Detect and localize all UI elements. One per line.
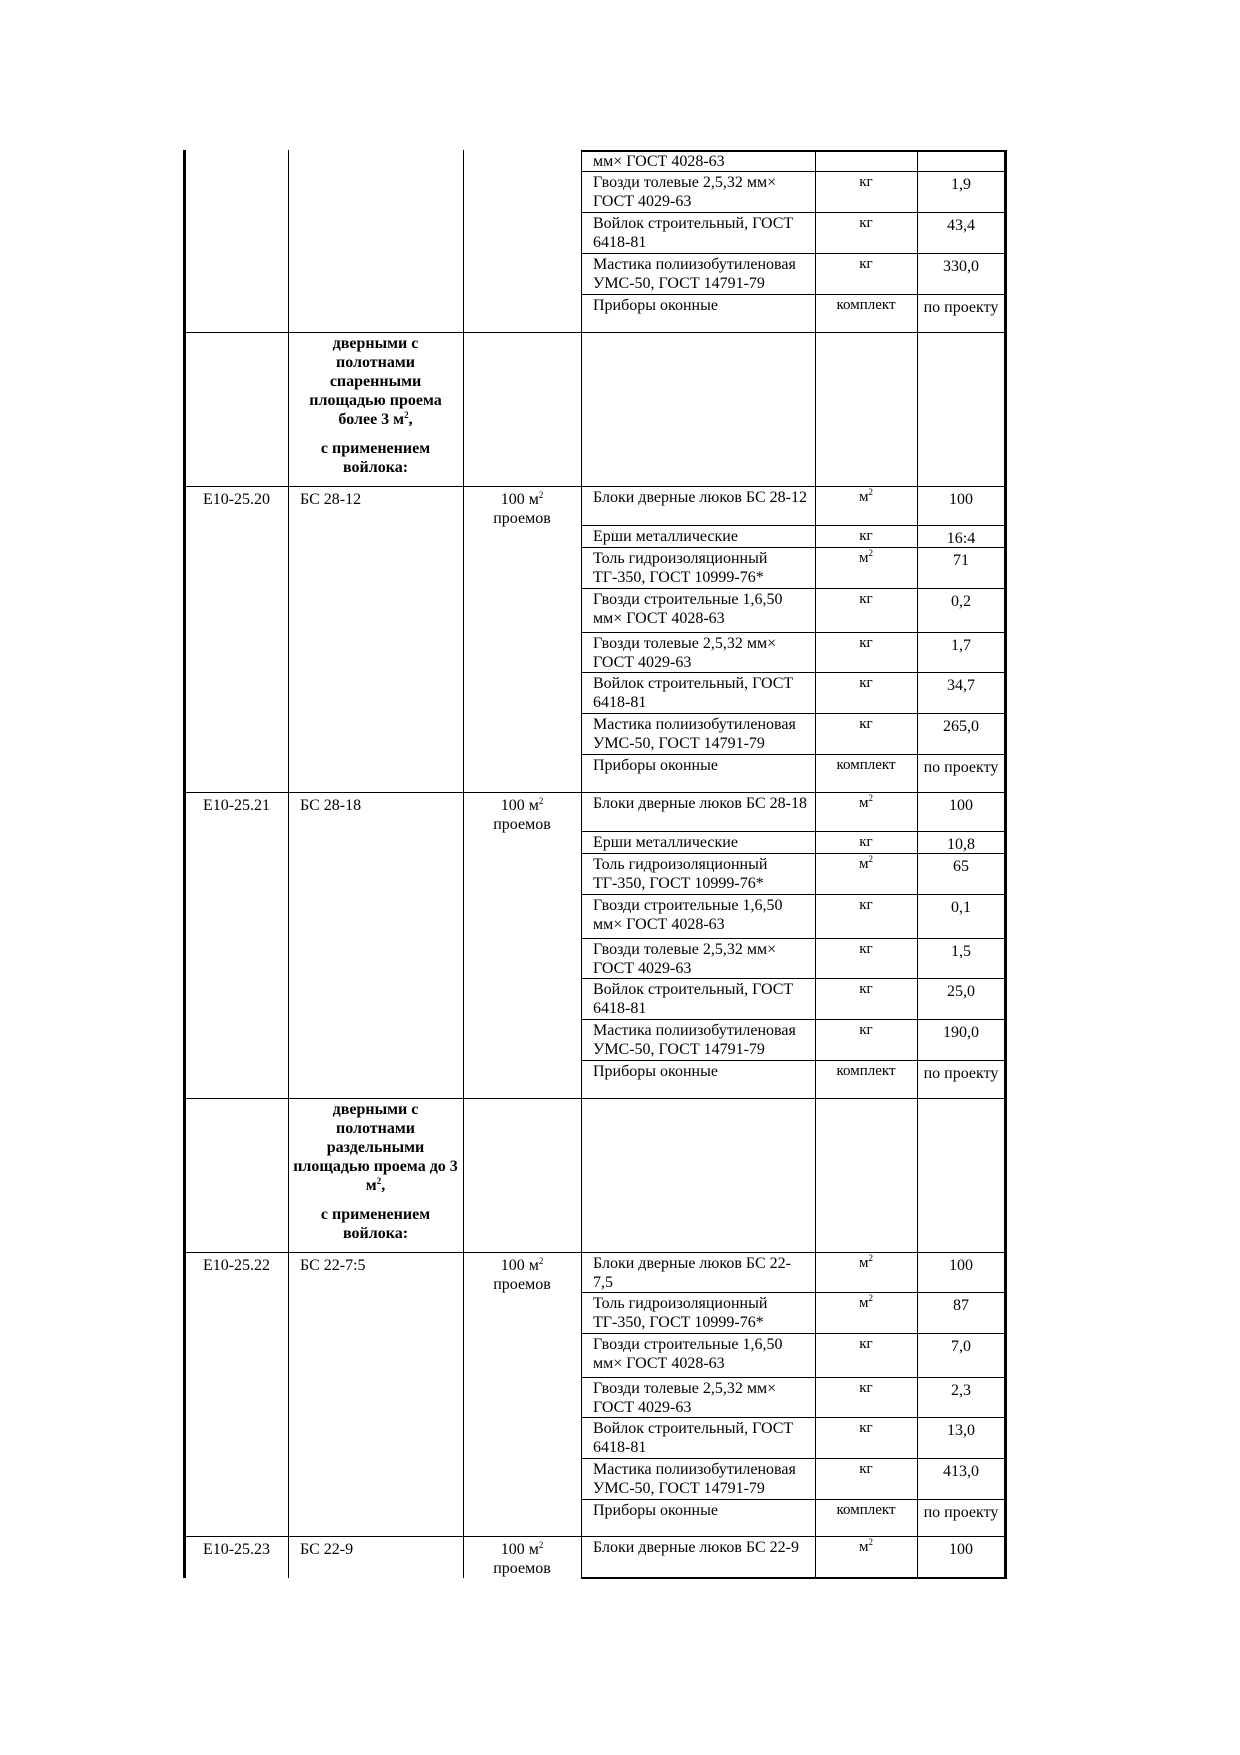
item-divider xyxy=(581,1458,1005,1459)
material-unit-text: кг xyxy=(859,256,873,272)
superscript: 2 xyxy=(404,410,409,420)
material-unit xyxy=(815,1379,917,1419)
material-name-text: Гвозди строительные 1,6,50 мм× ГОСТ 4028-63 xyxy=(593,591,783,627)
material-name xyxy=(581,855,815,896)
norm-code-text: Е10-25.22 xyxy=(202,1257,271,1274)
material-qty-text: 100 xyxy=(949,491,973,508)
material-unit-text: комплект xyxy=(836,297,896,313)
material-qty xyxy=(917,1462,1005,1503)
column-divider xyxy=(463,150,464,1578)
measure-unit xyxy=(463,1256,581,1296)
material-name xyxy=(581,940,815,980)
material-unit xyxy=(815,527,917,549)
item-divider xyxy=(581,547,1005,548)
material-qty xyxy=(917,676,1005,717)
section-divider xyxy=(185,332,1005,333)
material-name xyxy=(581,794,815,833)
material-unit xyxy=(815,1062,917,1100)
material-name xyxy=(581,756,815,794)
material-name-text: Ерши металлические xyxy=(593,528,738,545)
material-qty xyxy=(917,1381,1005,1421)
material-name-text: Толь гидроизоляционный ТГ-350, ГОСТ 10999-76* xyxy=(593,1295,768,1331)
norm-code xyxy=(185,1540,288,1560)
material-name xyxy=(581,1335,815,1379)
material-qty xyxy=(917,1421,1005,1462)
cell-text: , xyxy=(381,1177,386,1194)
item-divider xyxy=(581,1019,1005,1020)
section-heading-text: дверными с полотнами раздельными площадью проема до 3 м xyxy=(293,1101,458,1194)
norm-code-text: Е10-25.20 xyxy=(202,491,271,508)
material-qty-text: 87 xyxy=(953,1297,969,1314)
item-divider xyxy=(581,1060,1005,1061)
material-name xyxy=(581,549,815,590)
section-heading-text: дверными с полотнами спаренными площадью проема более 3 м xyxy=(309,335,442,428)
material-unit xyxy=(815,855,917,896)
material-qty xyxy=(917,1256,1005,1296)
row-divider xyxy=(185,486,1005,487)
material-unit-text: комплект xyxy=(836,1063,896,1079)
material-qty xyxy=(917,298,1005,336)
material-qty xyxy=(917,796,1005,835)
material-name-text: Гвозди толевые 2,5,32 мм× ГОСТ 4029-63 xyxy=(593,941,777,977)
material-name xyxy=(581,1501,815,1538)
material-name-text: Гвозди толевые 2,5,32 мм× ГОСТ 4029-63 xyxy=(593,1380,777,1416)
material-qty-text: 1,9 xyxy=(951,176,971,193)
material-name-text: Мастика полиизобутиленовая УМС-50, ГОСТ 14791-79 xyxy=(593,1022,796,1058)
measure-unit-text2: проемов xyxy=(493,1276,551,1293)
material-name xyxy=(581,1294,815,1335)
material-unit xyxy=(815,296,917,334)
material-name-text: Войлок строительный, ГОСТ 6418-81 xyxy=(593,675,794,711)
material-name-text: Блоки дверные люков БС 28-12 xyxy=(593,489,807,506)
material-unit xyxy=(815,590,917,634)
item-divider xyxy=(581,1377,1005,1378)
material-unit xyxy=(815,756,917,794)
material-qty xyxy=(917,1064,1005,1102)
material-unit xyxy=(815,715,917,756)
material-qty-text: 13,0 xyxy=(947,1422,975,1439)
material-unit-text: кг xyxy=(859,591,873,607)
material-unit-text: комплект xyxy=(836,757,896,773)
item-divider xyxy=(581,894,1005,895)
material-name xyxy=(581,173,815,214)
material-qty xyxy=(917,857,1005,898)
item-divider xyxy=(581,713,1005,714)
material-qty xyxy=(917,1023,1005,1064)
row-divider xyxy=(185,1252,1005,1253)
material-name xyxy=(581,1379,815,1419)
material-name-text: Войлок строительный, ГОСТ 6418-81 xyxy=(593,981,794,1017)
material-unit-text: м xyxy=(859,1295,869,1311)
row-divider xyxy=(185,792,1005,793)
material-qty xyxy=(917,257,1005,298)
material-unit-text: м xyxy=(859,795,869,811)
material-name xyxy=(581,1254,815,1294)
material-name-text: Толь гидроизоляционный ТГ-350, ГОСТ 10999-76* xyxy=(593,550,768,586)
material-unit-text: м xyxy=(859,1539,869,1555)
material-qty-text: 10,8 xyxy=(947,836,975,853)
material-qty xyxy=(917,1296,1005,1337)
material-name-text: Приборы оконные xyxy=(593,1502,718,1519)
material-unit-text: кг xyxy=(859,897,873,913)
material-unit-text: кг xyxy=(859,528,873,544)
superscript: 2 xyxy=(376,1176,382,1186)
material-name-text: Мастика полиизобутиленовая УМС-50, ГОСТ 14791-79 xyxy=(593,716,796,752)
item-divider xyxy=(581,253,1005,254)
material-unit-text: кг xyxy=(859,1022,873,1038)
material-unit-text: кг xyxy=(859,834,873,850)
material-qty-text: 7,0 xyxy=(951,1338,971,1355)
material-name xyxy=(581,674,815,715)
superscript: 2 xyxy=(538,490,544,500)
table-left-border xyxy=(183,150,186,1578)
material-qty xyxy=(917,1503,1005,1540)
material-qty-text: по проекту xyxy=(923,299,999,316)
item-divider xyxy=(581,212,1005,213)
measure-unit-text: 100 м xyxy=(500,1541,539,1558)
superscript: 2 xyxy=(868,487,873,497)
superscript: 2 xyxy=(538,1540,544,1550)
superscript: 2 xyxy=(868,548,873,558)
material-unit-text: кг xyxy=(859,1461,873,1477)
material-unit-text: м xyxy=(859,1255,869,1271)
material-unit xyxy=(815,255,917,296)
material-qty-text: 100 xyxy=(949,1257,973,1274)
material-name xyxy=(581,527,815,549)
material-qty-text: 1,7 xyxy=(951,637,971,654)
material-name-text: Блоки дверные люков БС 22-9 xyxy=(593,1539,799,1556)
material-unit xyxy=(815,980,917,1021)
material-qty-text: по проекту xyxy=(923,1504,999,1521)
material-name xyxy=(581,634,815,674)
material-unit-text: кг xyxy=(859,981,873,997)
material-qty-text: по проекту xyxy=(923,759,999,776)
material-qty-text: 65 xyxy=(953,858,969,875)
row-divider xyxy=(185,1536,1005,1537)
material-name-text: мм× ГОСТ 4028-63 xyxy=(593,153,725,170)
item-divider xyxy=(581,1333,1005,1334)
superscript: 2 xyxy=(868,1293,873,1303)
material-name xyxy=(581,1021,815,1062)
measure-unit-text2: проемов xyxy=(493,510,551,527)
block-name-text: БС 22-9 xyxy=(300,1541,354,1558)
material-name-text: Мастика полиизобутиленовая УМС-50, ГОСТ 14791-79 xyxy=(593,1461,796,1497)
material-qty xyxy=(917,717,1005,758)
item-divider xyxy=(581,150,1005,151)
measure-unit-text2: проемов xyxy=(493,1560,551,1577)
block-name-text: БС 28-12 xyxy=(300,491,362,508)
material-unit xyxy=(815,794,917,833)
material-name-text: Блоки дверные люков БС 28-18 xyxy=(593,795,807,812)
material-qty xyxy=(917,636,1005,676)
item-divider xyxy=(581,171,1005,172)
material-qty-text: 25,0 xyxy=(947,983,975,1000)
material-unit-text: кг xyxy=(859,1380,873,1396)
material-unit xyxy=(815,1294,917,1335)
item-divider xyxy=(581,672,1005,673)
item-divider xyxy=(581,754,1005,755)
measure-unit xyxy=(463,1540,581,1580)
measure-unit-text: 100 м xyxy=(500,491,539,508)
norm-code xyxy=(185,490,288,510)
material-qty-text: 413,0 xyxy=(943,1463,979,1480)
block-name-text: БС 22-7:5 xyxy=(300,1257,366,1274)
section-heading-subtext: с применением войлока: xyxy=(320,1206,431,1242)
section-heading-sub xyxy=(292,1205,459,1245)
section-heading-subtext: с применением войлока: xyxy=(320,440,431,476)
superscript: 2 xyxy=(538,1256,544,1266)
item-divider xyxy=(581,588,1005,589)
material-unit xyxy=(815,896,917,940)
column-divider xyxy=(288,150,289,1578)
block-name xyxy=(288,1540,463,1560)
material-unit xyxy=(815,1419,917,1460)
material-qty-text: 265,0 xyxy=(943,718,979,735)
measure-unit xyxy=(463,796,581,836)
item-divider xyxy=(581,1499,1005,1500)
material-unit-text: кг xyxy=(859,716,873,732)
material-name xyxy=(581,590,815,634)
material-name xyxy=(581,152,815,173)
material-name xyxy=(581,1538,815,1576)
block-name xyxy=(288,796,463,816)
material-unit-text: кг xyxy=(859,1336,873,1352)
material-unit xyxy=(815,549,917,590)
material-qty-text: 330,0 xyxy=(943,258,979,275)
material-qty-text: 190,0 xyxy=(943,1024,979,1041)
block-name xyxy=(288,490,463,510)
material-unit-text: кг xyxy=(859,215,873,231)
material-unit-text: м xyxy=(859,550,869,566)
item-divider xyxy=(581,1417,1005,1418)
material-unit xyxy=(815,1538,917,1576)
material-qty xyxy=(917,490,1005,529)
material-name xyxy=(581,255,815,296)
material-unit xyxy=(815,488,917,527)
material-unit xyxy=(815,214,917,255)
material-qty-text: 43,4 xyxy=(947,217,975,234)
material-qty-text: 1,5 xyxy=(951,943,971,960)
norm-code-text: Е10-25.21 xyxy=(202,797,271,814)
measure-unit xyxy=(463,490,581,530)
material-qty-text: 100 xyxy=(949,797,973,814)
superscript: 2 xyxy=(868,1537,873,1547)
material-name xyxy=(581,896,815,940)
material-unit xyxy=(815,940,917,980)
material-unit xyxy=(815,1254,917,1294)
material-name xyxy=(581,296,815,334)
material-name xyxy=(581,1062,815,1100)
item-divider xyxy=(581,632,1005,633)
material-unit xyxy=(815,1460,917,1501)
superscript: 2 xyxy=(868,793,873,803)
material-qty xyxy=(917,1337,1005,1381)
item-divider xyxy=(581,294,1005,295)
material-unit xyxy=(815,1335,917,1379)
material-unit-text: кг xyxy=(859,941,873,957)
material-name-text: Войлок строительный, ГОСТ 6418-81 xyxy=(593,215,794,251)
material-name xyxy=(581,833,815,855)
material-qty xyxy=(917,175,1005,216)
item-divider xyxy=(581,1292,1005,1293)
material-unit-text: м xyxy=(859,856,869,872)
item-divider xyxy=(581,831,1005,832)
material-unit xyxy=(815,1501,917,1538)
material-unit xyxy=(815,173,917,214)
material-name-text: Войлок строительный, ГОСТ 6418-81 xyxy=(593,1420,794,1456)
material-qty-text: 100 xyxy=(949,1541,973,1558)
material-unit xyxy=(815,152,917,173)
material-unit-text: кг xyxy=(859,635,873,651)
material-name xyxy=(581,488,815,527)
item-divider xyxy=(581,525,1005,526)
norm-code xyxy=(185,796,288,816)
material-name-text: Толь гидроизоляционный ТГ-350, ГОСТ 10999-76* xyxy=(593,856,768,892)
item-divider xyxy=(581,938,1005,939)
material-unit-text: кг xyxy=(859,174,873,190)
material-name-text: Приборы оконные xyxy=(593,1063,718,1080)
section-heading-sub xyxy=(292,439,459,479)
material-name xyxy=(581,980,815,1021)
material-unit-text: кг xyxy=(859,675,873,691)
material-unit-text: комплект xyxy=(836,1502,896,1518)
material-unit xyxy=(815,833,917,855)
material-qty xyxy=(917,758,1005,796)
measure-unit-text: 100 м xyxy=(500,1257,539,1274)
superscript: 2 xyxy=(868,854,873,864)
material-name-text: Гвозди строительные 1,6,50 мм× ГОСТ 4028-63 xyxy=(593,1336,783,1372)
material-qty-text: 71 xyxy=(953,552,969,569)
material-qty xyxy=(917,898,1005,942)
material-name-text: Приборы оконные xyxy=(593,757,718,774)
material-name xyxy=(581,715,815,756)
item-divider xyxy=(581,978,1005,979)
material-name xyxy=(581,1419,815,1460)
material-name-text: Гвозди толевые 2,5,32 мм× ГОСТ 4029-63 xyxy=(593,174,777,210)
material-name-text: Блоки дверные люков БС 22-7,5 xyxy=(593,1255,791,1291)
material-name-text: Ерши металлические xyxy=(593,834,738,851)
superscript: 2 xyxy=(538,796,544,806)
material-name-text: Гвозди строительные 1,6,50 мм× ГОСТ 4028-63 xyxy=(593,897,783,933)
material-name-text: Приборы оконные xyxy=(593,297,718,314)
item-divider xyxy=(581,853,1005,854)
material-qty xyxy=(917,592,1005,636)
material-unit xyxy=(815,1021,917,1062)
measure-unit-text2: проемов xyxy=(493,816,551,833)
material-unit xyxy=(815,674,917,715)
cell-text: , xyxy=(408,411,413,428)
material-qty-text: 2,3 xyxy=(951,1382,971,1399)
material-qty xyxy=(917,1540,1005,1578)
material-name xyxy=(581,214,815,255)
material-unit xyxy=(815,634,917,674)
material-qty xyxy=(917,551,1005,592)
norm-code xyxy=(185,1256,288,1276)
material-name xyxy=(581,1460,815,1501)
material-name-text: Гвозди толевые 2,5,32 мм× ГОСТ 4029-63 xyxy=(593,635,777,671)
block-name-text: БС 28-18 xyxy=(300,797,362,814)
superscript: 2 xyxy=(868,1253,873,1263)
measure-unit-text: 100 м xyxy=(500,797,539,814)
section-divider xyxy=(185,1098,1005,1099)
material-qty-text: 16:4 xyxy=(946,530,976,547)
material-qty xyxy=(917,216,1005,257)
material-qty-text: 0,2 xyxy=(951,593,971,610)
material-qty-text: 34,7 xyxy=(947,677,975,694)
block-name xyxy=(288,1256,463,1276)
material-unit-text: м xyxy=(859,489,869,505)
material-qty-text: по проекту xyxy=(923,1065,999,1082)
material-qty xyxy=(917,942,1005,982)
material-name-text: Мастика полиизобутиленовая УМС-50, ГОСТ 14791-79 xyxy=(593,256,796,292)
norm-code-text: Е10-25.23 xyxy=(202,1541,271,1558)
material-qty xyxy=(917,982,1005,1023)
material-unit-text: кг xyxy=(859,1420,873,1436)
material-qty-text: 0,1 xyxy=(951,899,971,916)
